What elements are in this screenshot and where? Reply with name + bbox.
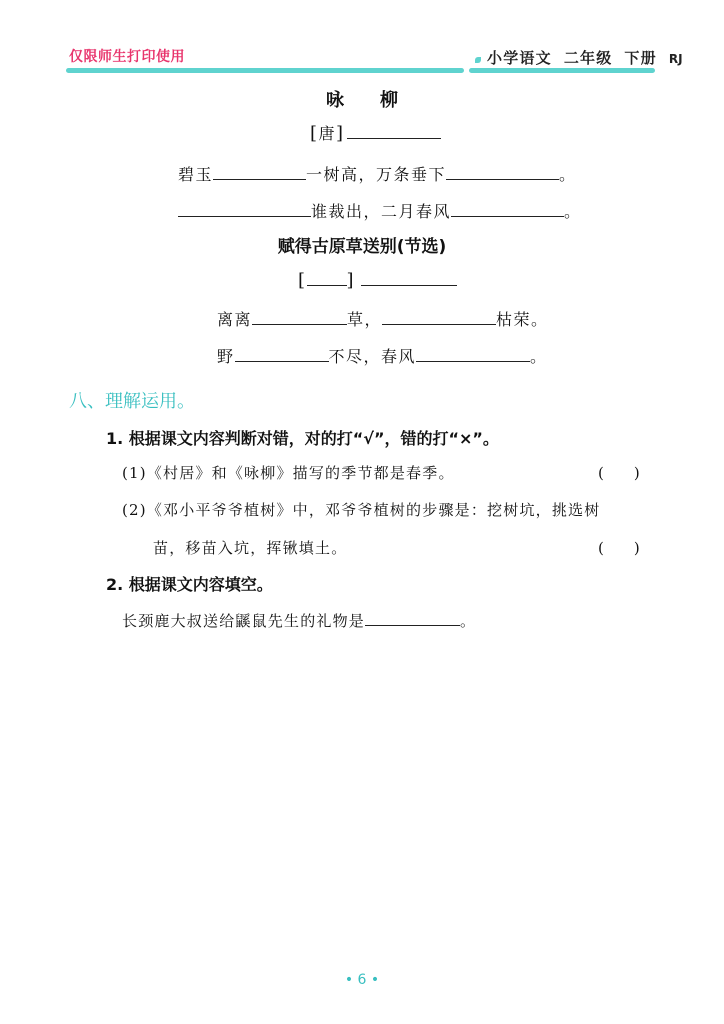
header-bar-right	[469, 68, 655, 73]
blank[interactable]	[451, 202, 564, 217]
q1-item-1: (1)《村居》和《咏柳》描写的季节都是春季。	[122, 464, 455, 482]
dynasty-blank[interactable]	[307, 271, 347, 286]
grade-label: 二年级	[563, 49, 613, 67]
author-blank[interactable]	[347, 124, 441, 139]
book-info	[475, 47, 683, 68]
page-number: • 6 •	[344, 972, 380, 988]
edition-label: RJ	[668, 52, 683, 66]
blank[interactable]	[382, 310, 496, 325]
poem2-line2: 野 不尽，春风 。	[217, 347, 548, 366]
poem2-title: 赋得古原草送别(节选)	[277, 237, 447, 257]
blank[interactable]	[213, 165, 306, 180]
author-blank[interactable]	[361, 271, 457, 286]
poem1-line1: 碧玉 一树高，万条垂下 。	[178, 165, 577, 184]
poem2-dynasty: [ ]	[298, 270, 457, 291]
answer-paren-2[interactable]: ( )	[598, 539, 640, 557]
header-bar-left	[66, 68, 464, 73]
q1-item-2: (2)《邓小平爷爷植树》中，邓爷爷植树的步骤是：挖树坑，挑选树	[122, 501, 601, 519]
answer-paren-1[interactable]: ( )	[598, 464, 640, 482]
blank[interactable]	[446, 165, 559, 180]
blank[interactable]	[252, 310, 347, 325]
poem2-line1: 离离 草， 枯荣。	[217, 310, 549, 329]
blank[interactable]	[178, 202, 311, 217]
q2-text: 长颈鹿大叔送给鼷鼠先生的礼物是 。	[122, 612, 477, 630]
poem1-line2: 谁裁出，二月春风 。	[178, 199, 582, 222]
question-2-title: 2. 根据课文内容填空。	[106, 575, 273, 594]
subject-label: 小学语文	[487, 49, 552, 67]
poem1-dynasty: [唐]	[310, 121, 441, 144]
section-title: 八、理解运用。	[69, 391, 195, 412]
blank[interactable]	[416, 347, 530, 362]
dynasty-label: 唐	[318, 124, 337, 143]
print-notice: 仅限师生打印使用	[69, 49, 185, 65]
blank[interactable]	[235, 347, 329, 362]
leaf-icon	[475, 57, 481, 63]
q1-item-2-cont: 苗，移苗入坑，挥锹填土。	[153, 539, 348, 557]
term-label: 下册	[624, 49, 657, 67]
question-1-title: 1. 根据课文内容判断对错，对的打“√”，错的打“×”。	[106, 429, 499, 448]
blank[interactable]	[365, 611, 460, 626]
poem1-title: 咏 柳	[326, 90, 398, 111]
